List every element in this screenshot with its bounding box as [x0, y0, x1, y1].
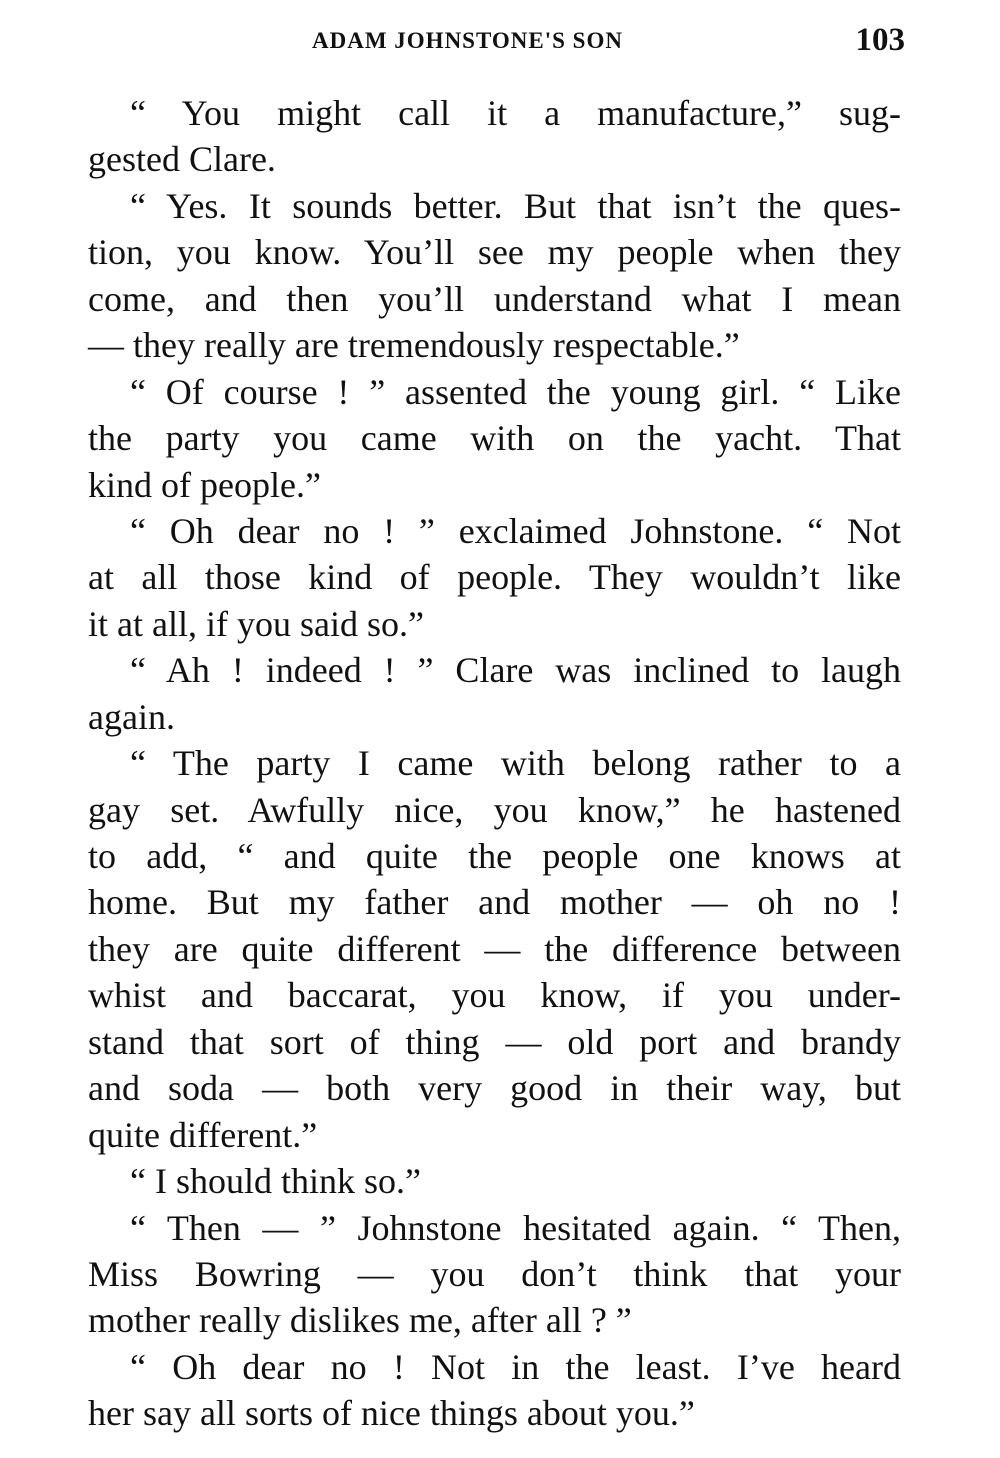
text-line: it at all, if you said so.” [88, 603, 424, 644]
text-line: quite different.” [88, 1114, 318, 1155]
running-head [90, 22, 905, 62]
running-title: ADAM JOHNSTONE'S SON [312, 28, 623, 53]
text-line: tion, you know. You’ll see my people when they [88, 232, 901, 273]
text-line: “ Oh dear no ! ” exclaimed Johnstone. “ Not [130, 510, 901, 551]
text-line: Miss Bowring — you don’t think that your [88, 1253, 901, 1294]
text-line: “ Ah ! indeed ! ” Clare was inclined to laugh [130, 650, 901, 691]
text-line: to add, “ and quite the people one knows at [88, 836, 901, 876]
text-line: her say all sorts of nice things about you.” [88, 1393, 695, 1434]
text-line: “ Yes. It sounds better. But that isn’t the ques- [130, 185, 901, 226]
text-line: they are quite different — the difference between [88, 928, 901, 969]
text-line: — they really are tremendously respectable.” [88, 325, 740, 366]
text-line: “ Of course ! ” assented the young girl. “ Like [130, 371, 901, 412]
text-line: gay set. Awfully nice, you know,” he hastened [88, 789, 901, 830]
text-line: gested Clare. [88, 139, 276, 180]
text-line: kind of people.” [88, 464, 321, 505]
text-line: come, and then you’ll understand what I mean [88, 278, 901, 319]
text-line: “ The party I came with belong rather to a [130, 743, 901, 784]
text-line: “ You might call it a manufacture,” sug- [130, 93, 901, 133]
page-number: 103 [855, 22, 905, 58]
text-line: whist and baccarat, you know, if you under- [88, 975, 901, 1016]
text-line: “ Oh dear no ! Not in the least. I’ve heard [130, 1346, 901, 1387]
text-line: “ Then — ” Johnstone hesitated again. “ Then, [130, 1207, 901, 1248]
text-line: stand that sort of thing — old port and brandy [88, 1021, 901, 1062]
text-line: again. [88, 696, 175, 737]
text-line: “ I should think so.” [130, 1161, 421, 1202]
text-line: mother really dislikes me, after all ? ” [88, 1300, 632, 1341]
text-line: home. But my father and mother — oh no ! [88, 882, 901, 923]
text-line: the party you came with on the yacht. That [88, 418, 901, 459]
text-line: at all those kind of people. They wouldn’t like [88, 557, 901, 598]
text-line: and soda — both very good in their way, but [88, 1068, 901, 1109]
body-text [88, 90, 901, 1437]
